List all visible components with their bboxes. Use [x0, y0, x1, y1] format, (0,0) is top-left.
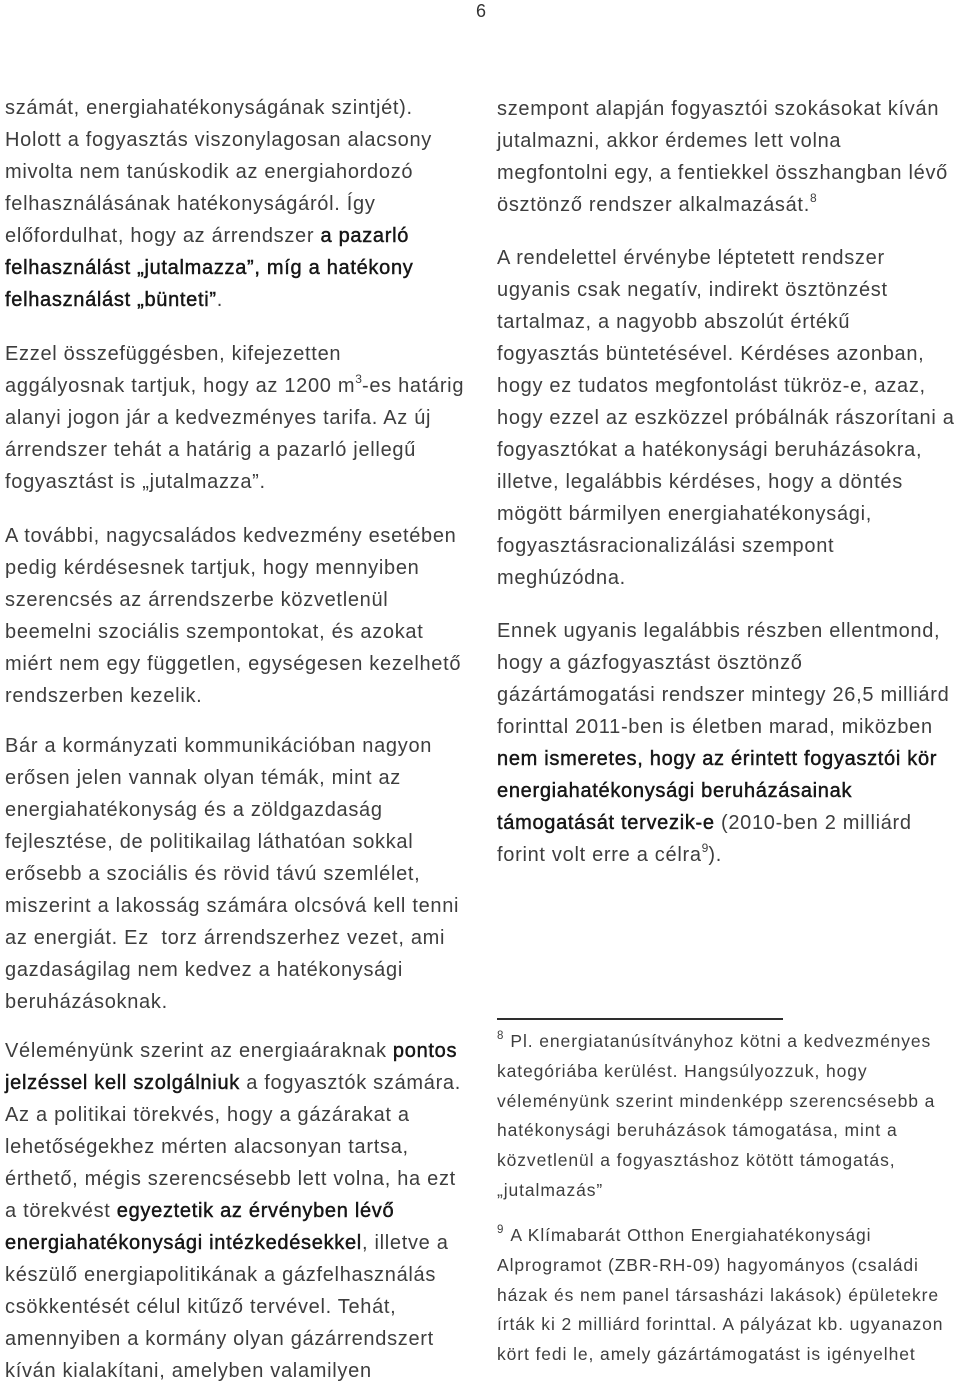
text-line — [497, 1057, 935, 1087]
text-line — [497, 242, 955, 274]
text-line — [497, 338, 955, 370]
text-line — [5, 1035, 461, 1067]
text-line — [497, 807, 949, 839]
superscript-text: 8 — [809, 191, 817, 205]
text-line — [5, 124, 432, 156]
text-line — [5, 922, 459, 954]
text-segment: miért nem egy független, egységesen kezelhető — [5, 653, 462, 675]
text-segment: hatékonysági beruházások támogatása, mint a — [497, 1120, 898, 1141]
text-segment: hogy ez tudatos megfontolást tükröz-e, azaz, — [497, 375, 926, 397]
text-line — [5, 156, 432, 188]
text-line — [5, 220, 432, 252]
text-line — [5, 1099, 461, 1131]
emphasized-text: nem ismeretes, hogy az érintett fogyasztói kör — [497, 748, 938, 770]
text-segment: készülő energiapolitikának a gázfelhasználás — [5, 1264, 437, 1286]
text-segment: számát, energiahatékonyságának szintjét). — [5, 97, 413, 119]
text-segment: (2010-ben 2 milliárd — [714, 812, 912, 834]
text-segment: fogyasztás büntetésével. Kérdéses azonban, — [497, 343, 925, 365]
text-line — [497, 466, 955, 498]
text-line — [497, 615, 949, 647]
text-segment: fejlesztése, de politikailag láthatóan sokkal — [5, 831, 414, 853]
text-line — [5, 1163, 461, 1195]
text-line — [497, 1087, 935, 1117]
text-segment: illetve, legalábbis kérdéses, hogy a döntés — [497, 471, 903, 493]
emphasized-text: energiahatékonysági beruházásainak — [497, 780, 853, 802]
text-line — [5, 826, 459, 858]
text-line — [497, 1116, 935, 1146]
text-line — [5, 986, 459, 1018]
text-segment: , illetve a — [361, 1232, 449, 1254]
text-segment: -es határig — [361, 375, 465, 397]
text-segment: kíván kialakítani, amelyben valamilyen — [5, 1360, 372, 1382]
text-line — [497, 306, 955, 338]
text-segment: Pl. energiatanúsítványhoz kötni a kedvezményes — [510, 1031, 932, 1051]
text-segment: miszerint a lakosság számára olcsóvá kell tenni — [5, 895, 460, 917]
text-line — [5, 730, 459, 762]
text-line — [5, 92, 432, 124]
text-segment: előfordulhat, hogy az árrendszer — [5, 225, 321, 247]
text-segment: a fogyasztók számára. — [239, 1072, 462, 1094]
text-line — [497, 498, 955, 530]
text-segment: ). — [708, 844, 722, 866]
text-line — [497, 1176, 935, 1206]
text-segment: a törekvést — [5, 1200, 117, 1222]
text-line — [497, 530, 955, 562]
text-line — [5, 1195, 461, 1227]
text-segment: beruházásoknak. — [5, 991, 168, 1013]
text-segment: tartalmaz, a nagyobb abszolút értékű — [497, 311, 851, 333]
emphasized-text: pontos — [392, 1040, 458, 1062]
text-line — [497, 274, 955, 306]
text-segment: csökkentését célul kitűző tervével. Tehát, — [5, 1296, 397, 1318]
text-line — [5, 762, 459, 794]
text-segment: Ezzel összefüggésben, kifejezetten — [5, 343, 342, 365]
text-segment: megfontolni egy, a fentiekkel összhangban lévő — [497, 162, 948, 184]
text-line — [497, 125, 948, 157]
emphasized-text: felhasználást „jutalmazza”, míg a hatékony — [5, 257, 414, 279]
text-segment: szerencsés az árrendszerbe közvetlenül — [5, 589, 389, 611]
text-segment: jutalmazni, akkor érdemes lett volna — [497, 130, 842, 152]
paragraph — [497, 93, 948, 221]
text-line — [5, 1067, 461, 1099]
text-segment: forinttal 2011-ben is életben marad, miközben — [497, 716, 933, 738]
text-segment: gazdaságilag nem kedvez a hatékonysági — [5, 959, 403, 981]
text-segment: . — [216, 289, 224, 311]
text-segment: beemelni szociális szempontokat, és azokat — [5, 621, 424, 643]
text-segment: forint volt erre a célra — [497, 844, 702, 866]
text-line — [497, 839, 949, 871]
text-line — [497, 1251, 943, 1281]
text-line — [5, 370, 464, 402]
text-segment: A további, nagycsaládos kedvezmény esetében — [5, 525, 457, 547]
paragraph — [5, 1035, 461, 1387]
text-segment: hogy ezzel az eszközzel próbálnák rászorítani a — [497, 407, 955, 429]
superscript-text: 9 — [701, 841, 709, 855]
emphasized-text: egyeztetik az érvényben lévő — [116, 1200, 395, 1222]
text-line — [497, 1027, 935, 1057]
text-segment: rendszerben kezelik. — [5, 685, 203, 707]
text-segment: kört fedi le, amely gázártámogatást is igényelhet — [497, 1344, 916, 1365]
text-line — [5, 520, 461, 552]
text-line — [5, 1227, 461, 1259]
text-segment: szempont alapján fogyasztói szokásokat kíván — [497, 98, 940, 120]
footnote-marker: 9 — [497, 1224, 504, 1236]
paragraph — [5, 338, 464, 498]
text-line — [497, 1146, 935, 1176]
text-line — [5, 552, 461, 584]
text-segment: Az a politikai törekvés, hogy a gázárakat a — [5, 1104, 410, 1126]
text-segment: alanyi jogon jár a kedvezményes tarifa. Az új — [5, 407, 432, 429]
text-segment: lehetőségekhez mérten alacsonyan tartsa, — [5, 1136, 409, 1158]
text-line — [5, 188, 432, 220]
paragraph — [5, 730, 459, 1018]
text-line — [5, 1323, 461, 1355]
text-segment: mögött bármilyen energiahatékonysági, — [497, 503, 872, 525]
text-line — [497, 1281, 943, 1311]
text-line — [497, 370, 955, 402]
text-line — [497, 1310, 943, 1340]
text-line — [5, 890, 459, 922]
text-segment: A Klímabarát Otthon Energiahatékonysági — [510, 1225, 872, 1245]
text-line — [497, 157, 948, 189]
text-line — [5, 1131, 461, 1163]
text-segment: felhasználásának hatékonyságáról. Így — [5, 193, 376, 215]
text-segment: amennyiben a kormány olyan gázárrendszert — [5, 1328, 434, 1350]
emphasized-text: támogatását tervezik-e — [497, 812, 715, 834]
page-number: 6 — [476, 1, 487, 21]
text-line — [5, 1291, 461, 1323]
text-segment: ugyanis csak negatív, indirekt ösztönzést — [497, 279, 888, 301]
footnote-separator — [497, 1018, 783, 1020]
text-segment: fogyasztást is „jutalmazza”. — [5, 471, 266, 493]
text-segment: fogyasztókat a hatékonysági beruházásokra, — [497, 439, 923, 461]
text-line — [5, 584, 461, 616]
text-line — [497, 679, 949, 711]
text-line — [5, 648, 461, 680]
text-line — [5, 1355, 461, 1387]
footnote-marker: 8 — [497, 1030, 504, 1042]
text-line — [5, 1259, 461, 1291]
text-segment: erősen jelen vannak olyan témák, mint az — [5, 767, 401, 789]
text-segment: érthető, mégis szerencsésebb lett volna, ha ezt — [5, 1168, 456, 1190]
text-segment: pedig kérdésesnek tartjuk, hogy mennyiben — [5, 557, 420, 579]
paragraph — [497, 242, 955, 594]
text-line — [497, 647, 949, 679]
text-segment: A rendelettel érvénybe léptetett rendszer — [497, 247, 885, 269]
text-line — [5, 794, 459, 826]
text-line — [497, 434, 955, 466]
text-line — [5, 338, 464, 370]
text-line — [5, 434, 464, 466]
paragraph — [5, 92, 432, 316]
text-segment: írták ki 2 milliárd forinttal. A pályázat kb. ugyanazon — [497, 1314, 944, 1335]
text-line — [497, 711, 949, 743]
text-segment: az energiát. Ez torz árrendszerhez vezet, ami — [5, 927, 446, 949]
text-segment: mivolta nem tanúskodik az energiahordozó — [5, 161, 414, 183]
text-segment: ösztönző rendszer alkalmazását. — [497, 194, 810, 216]
text-segment: erősebb a szociális és rövid távú szemlélet, — [5, 863, 421, 885]
paragraph — [497, 615, 949, 871]
text-segment: energiahatékonyság és a zöldgazdaság — [5, 799, 383, 821]
text-segment: kategóriába kerülést. Hangsúlyozzuk, hogy — [497, 1060, 868, 1081]
text-segment: Véleményünk szerint az energiaáraknak — [5, 1040, 393, 1062]
text-line — [5, 402, 464, 434]
text-segment: hogy a gázfogyasztást ösztönző — [497, 652, 803, 674]
text-segment: árrendszer tehát a határig a pazarló jellegű — [5, 439, 417, 461]
emphasized-text: a pazarló — [320, 225, 410, 247]
text-line — [497, 93, 948, 125]
text-line — [497, 1340, 943, 1370]
text-segment: Holott a fogyasztás viszonylagosan alacsony — [5, 129, 432, 151]
text-line — [5, 954, 459, 986]
text-segment: aggályosnak tartjuk, hogy az 1200 m — [5, 375, 356, 397]
text-line — [497, 743, 949, 775]
text-line — [497, 775, 949, 807]
text-line — [5, 284, 432, 316]
text-line — [497, 562, 955, 594]
text-segment: közvetlenül a fogyasztáshoz kötött támogatás, — [497, 1150, 896, 1171]
emphasized-text: jelzéssel kell szolgálniuk — [5, 1072, 240, 1094]
text-segment: véleményünk szerint mindenképp szerencsésebb a — [497, 1090, 936, 1111]
emphasized-text: energiahatékonysági intézkedésekkel — [5, 1232, 362, 1254]
text-line — [5, 616, 461, 648]
emphasized-text: felhasználást „bünteti” — [5, 289, 217, 311]
text-segment: „jutalmazás” — [497, 1179, 604, 1200]
superscript-text: 3 — [355, 372, 362, 386]
text-segment: fogyasztásracionalizálási szempont — [497, 535, 835, 557]
paragraph — [5, 520, 461, 712]
text-segment: Alprogramot (ZBR-RH-09) hagyományos (családi — [497, 1254, 919, 1275]
text-segment: Ennek ugyanis legalábbis részben ellentmond, — [497, 620, 941, 642]
footnote — [497, 1221, 943, 1370]
text-line — [5, 252, 432, 284]
text-line — [497, 189, 948, 221]
footnote — [497, 1027, 935, 1206]
text-segment: gázártámogatási rendszer mintegy 26,5 milliárd — [497, 684, 950, 706]
text-line — [5, 858, 459, 890]
text-line — [5, 680, 461, 712]
text-line — [497, 1221, 943, 1251]
text-segment: Bár a kormányzati kommunikációban nagyon — [5, 735, 433, 757]
text-segment: házak és nem panel társasházi lakások) épületekre — [497, 1284, 939, 1305]
text-line — [5, 466, 464, 498]
text-segment: meghúzódna. — [497, 567, 626, 589]
text-line — [497, 402, 955, 434]
